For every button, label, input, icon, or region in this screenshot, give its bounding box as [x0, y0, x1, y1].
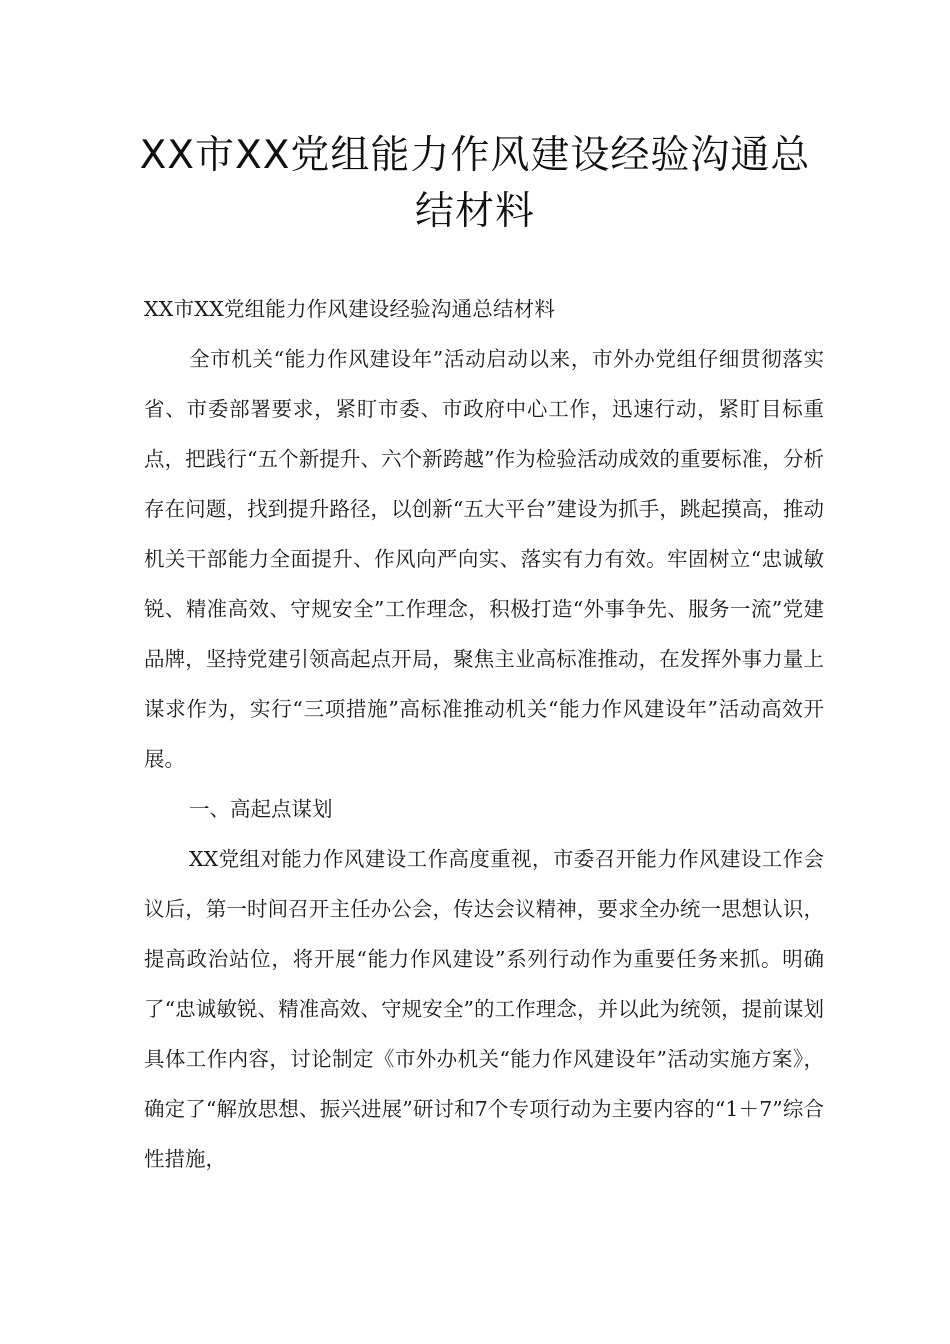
- title-line-1: XX市XX党组能力作风建设经验沟通总: [139, 133, 811, 178]
- title-line-2: 结材料: [414, 189, 535, 234]
- paragraph-intro: 全市机关“能力作风建设年”活动启动以来，市外办党组仔细贯彻落实省、市委部署要求，紧盯市委、市政府中心工作，迅速行动，紧盯目标重点，把践行“五个新提升、六个新跨越”作为检验活动成效的重要标准，分析存在问题，找到提升路径，以创新“五大平台”建设为抓手，跳起摸高，推动机关干部能力全面提升、作风向严向实、落实有力有效。牢固树立“忠诚敏锐、精准高效、守规安全”工作理念，积极打造“外事争先、服务一流”党建品牌，坚持党建引领高起点开局，聚焦主业高标准推动，在发挥外事力量上谋求作为，实行“三项措施”高标准推动机关“能力作风建设年”活动高效开展。: [144, 347, 824, 771]
- document-body: [144, 284, 824, 1184]
- document-subtitle: XX市XX党组能力作风建设经验沟通总结材料: [144, 297, 556, 321]
- document-title: [100, 128, 850, 240]
- section-heading: 一、高起点谋划: [189, 797, 333, 821]
- paragraph-section-1: XX党组对能力作风建设工作高度重视，市委召开能力作风建设工作会议后，第一时间召开主任办公会，传达会议精神，要求全办统一思想认识，提高政治站位，将开展“能力作风建设”系列行动作为重要任务来抓。明确了“忠诚敏锐、精准高效、守规安全”的工作理念，并以此为统领，提前谋划具体工作内容，讨论制定《市外办机关“能力作风建设年”活动实施方案》，确定了“解放思想、振兴进展”研讨和7个专项行动为主要内容的“1＋7”综合性措施，: [144, 847, 824, 1171]
